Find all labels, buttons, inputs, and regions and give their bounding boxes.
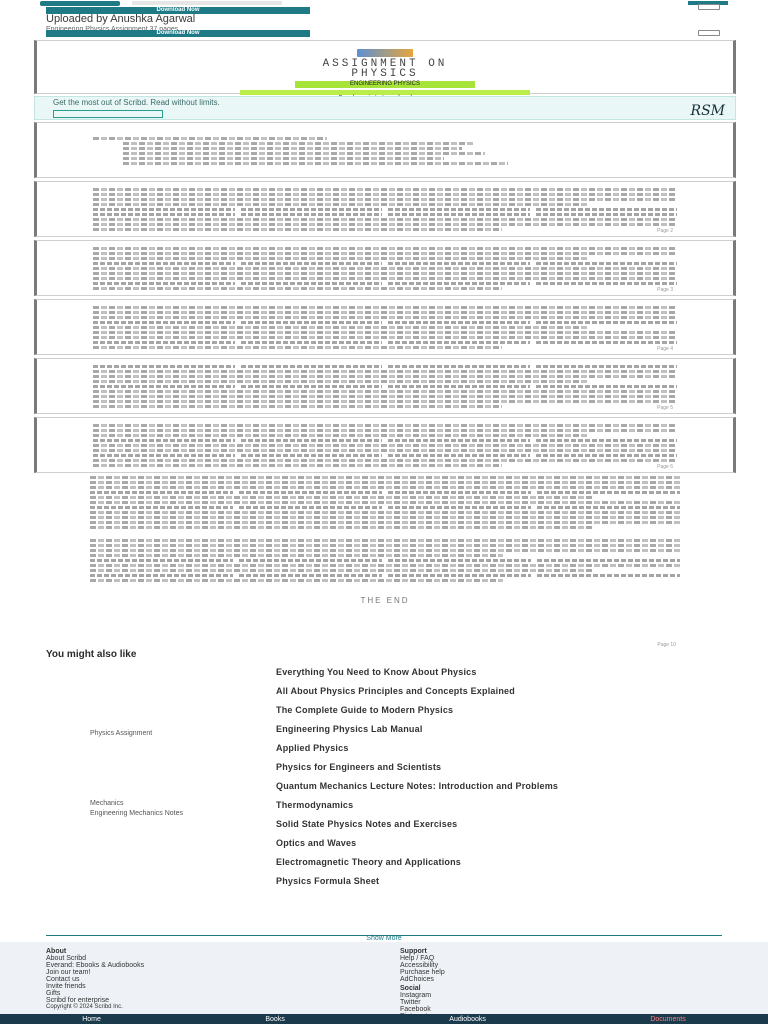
footer-link[interactable]: AdChoices <box>400 976 434 983</box>
site-logo[interactable] <box>40 1 120 6</box>
document-page <box>34 181 736 237</box>
document-page <box>34 240 736 296</box>
footer-link[interactable]: Help / FAQ <box>400 955 435 962</box>
related-left-item[interactable]: Mechanics <box>90 800 124 807</box>
instagram-link[interactable]: Instagram <box>400 992 432 999</box>
related-left-item[interactable]: Engineering Mechanics Notes <box>90 810 183 817</box>
document-page <box>34 417 736 473</box>
related-item[interactable]: Applied Physics <box>276 743 349 753</box>
nav-home[interactable]: Home <box>82 1015 101 1023</box>
related-item[interactable]: All About Physics Principles and Concepts Explained <box>276 686 515 696</box>
page-number: Page 3 <box>657 287 673 293</box>
search-input[interactable] <box>132 1 282 5</box>
related-item[interactable]: Physics Formula Sheet <box>276 876 380 886</box>
related-item[interactable]: Everything You Need to Know About Physics <box>276 667 477 677</box>
document-page <box>34 299 736 355</box>
document-page-cover <box>34 40 736 94</box>
ad-button[interactable] <box>53 110 163 118</box>
related-item[interactable]: Electromagnetic Theory and Applications <box>276 857 462 867</box>
footer-link[interactable]: Invite friends <box>46 983 86 990</box>
ad-text: Get the most out of Scribd. Read without limits. <box>53 98 220 107</box>
facebook-link[interactable]: Facebook <box>400 1006 431 1013</box>
document-page-contents <box>34 122 736 178</box>
related-item[interactable]: Thermodynamics <box>276 800 354 810</box>
footer-legal: Copyright © 2024 Scribd Inc. <box>46 1004 123 1010</box>
nav-audiobooks[interactable]: Audiobooks <box>449 1015 486 1023</box>
page-number: Page 5 <box>657 405 673 411</box>
footer-support: Support Help / FAQ Accessibility Purchase help AdChoices Social Instagram Twitter Facebook <box>400 948 445 1020</box>
footer-link[interactable]: Gifts <box>46 990 61 997</box>
twitter-link[interactable]: Twitter <box>400 999 421 1006</box>
related-left-item[interactable]: Physics Assignment <box>90 730 153 737</box>
bookmark-icon[interactable] <box>698 30 720 36</box>
footer-link[interactable]: Join our team! <box>46 969 91 976</box>
download-button[interactable]: Download Now <box>46 7 310 14</box>
cover-image <box>357 49 413 57</box>
related-item[interactable]: Physics for Engineers and Scientists <box>276 762 442 772</box>
related-item[interactable]: Engineering Physics Lab Manual <box>276 724 423 734</box>
footer <box>0 942 768 1024</box>
ad-banner[interactable] <box>34 96 736 120</box>
related-item[interactable]: Solid State Physics Notes and Exercises <box>276 819 458 829</box>
footer-link[interactable]: Purchase help <box>400 969 445 976</box>
ad-logo: RSM <box>690 103 725 119</box>
footer-link[interactable]: Contact us <box>46 976 80 983</box>
page-number: Page 6 <box>657 464 673 470</box>
show-more-button[interactable]: Show More <box>46 935 722 943</box>
related-heading: You might also like <box>46 649 137 660</box>
cover-subject: PHYSICS <box>351 68 419 80</box>
download-button-secondary[interactable]: Download Now <box>46 30 310 37</box>
document-page-final <box>34 472 736 652</box>
footer-link[interactable]: Everand: Ebooks & Audiobooks <box>46 962 145 969</box>
related-list <box>276 668 726 896</box>
page-number: Page 10 <box>657 642 676 648</box>
footer-link[interactable]: About Scribd <box>46 955 87 962</box>
related-item[interactable]: Quantum Mechanics Lecture Notes: Introduction and Problems <box>276 781 559 791</box>
share-icon[interactable] <box>698 4 720 10</box>
document-page <box>34 358 736 414</box>
document-title: Uploaded by Anushka Agarwal <box>46 13 196 25</box>
top-bar <box>0 0 768 6</box>
nav-books[interactable]: Books <box>265 1015 285 1023</box>
cover-highlight: ENGINEERING PHYSICS <box>295 81 475 88</box>
footer-link[interactable]: Scribd for enterprise <box>46 997 110 1004</box>
end-text: THE END <box>360 596 410 605</box>
related-item[interactable]: Optics and Waves <box>276 838 357 848</box>
cover-title: ASSIGNMENT ON <box>322 58 448 70</box>
bottom-nav <box>0 1014 768 1024</box>
related-item[interactable]: The Complete Guide to Modern Physics <box>276 705 454 715</box>
footer-link[interactable]: Accessibility <box>400 962 439 969</box>
nav-documents[interactable]: Documents <box>650 1015 686 1023</box>
page-number: Page 4 <box>657 346 673 352</box>
page-number: Page 2 <box>657 228 673 234</box>
footer-about: About About Scribd Everand: Ebooks & Audiobooks Join our team! Contact us Invite friends Gifts Scribd for enterprise <box>46 948 145 1004</box>
